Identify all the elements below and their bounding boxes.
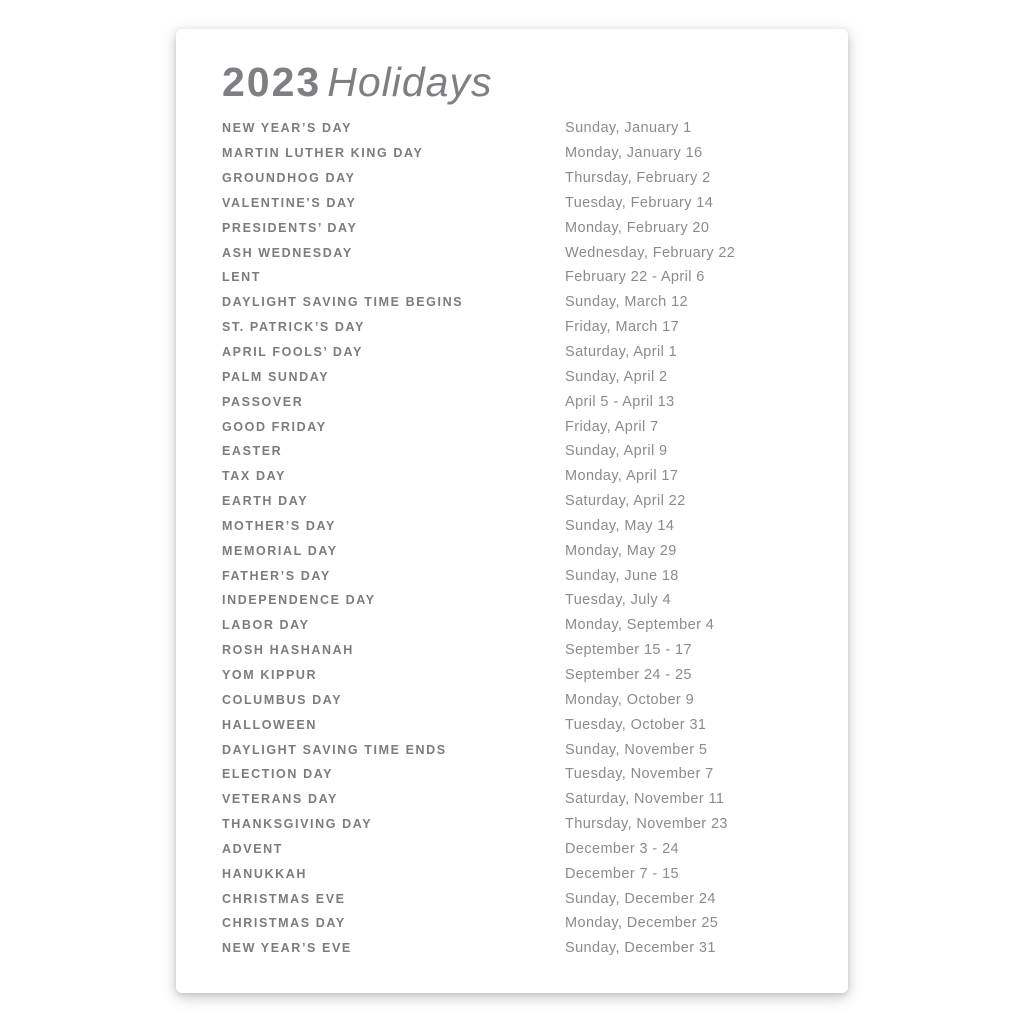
holiday-name: NEW YEAR’S DAY — [222, 121, 353, 136]
holiday-date: Monday, May 29 — [565, 542, 677, 559]
holiday-date: Thursday, November 23 — [565, 816, 728, 833]
holiday-name: PALM SUNDAY — [222, 369, 330, 384]
holiday-date: Tuesday, February 14 — [565, 194, 714, 211]
holiday-list — [222, 116, 838, 961]
holiday-date: Sunday, March 12 — [565, 294, 689, 311]
holiday-date: Monday, April 17 — [565, 468, 679, 485]
title-word: Holidays — [327, 59, 493, 105]
holiday-date: Monday, October 9 — [565, 691, 695, 708]
holiday-name: LABOR DAY — [222, 618, 310, 633]
holiday-name: THANKSGIVING DAY — [222, 817, 373, 832]
holiday-row — [222, 514, 838, 539]
holiday-name: EARTH DAY — [222, 494, 309, 509]
holiday-row — [222, 340, 838, 365]
holiday-name: COLUMBUS DAY — [222, 692, 343, 707]
holiday-date: Friday, March 17 — [565, 319, 680, 336]
holiday-row — [222, 538, 838, 563]
holiday-name: CHRISTMAS DAY — [222, 916, 346, 931]
holiday-name: ELECTION DAY — [222, 767, 334, 782]
holiday-date: Saturday, April 22 — [565, 493, 686, 510]
holiday-name: HANUKKAH — [222, 866, 308, 881]
holiday-date: Wednesday, February 22 — [565, 244, 736, 261]
holiday-date: September 24 - 25 — [565, 666, 692, 683]
holiday-date: Sunday, November 5 — [565, 741, 708, 758]
holiday-date: Saturday, April 1 — [565, 344, 678, 361]
holiday-name: TAX DAY — [222, 469, 286, 484]
holiday-name: VALENTINE’S DAY — [222, 195, 357, 210]
holiday-name: ST. PATRICK’S DAY — [222, 320, 365, 335]
holiday-date: Tuesday, July 4 — [565, 592, 671, 609]
holiday-row — [222, 762, 838, 787]
holiday-name: MEMORIAL DAY — [222, 543, 338, 558]
holiday-date: Monday, December 25 — [565, 915, 719, 932]
holiday-name: DAYLIGHT SAVING TIME ENDS — [222, 742, 447, 757]
holiday-row — [222, 116, 838, 141]
holiday-name: PASSOVER — [222, 394, 304, 409]
holiday-date: Friday, April 7 — [565, 418, 659, 435]
holiday-card — [176, 29, 848, 993]
holiday-row — [222, 414, 838, 439]
holiday-date: April 5 - April 13 — [565, 393, 675, 410]
holiday-row — [222, 191, 838, 216]
holiday-name: VETERANS DAY — [222, 792, 338, 807]
holiday-row — [222, 886, 838, 911]
holiday-row — [222, 638, 838, 663]
holiday-name: INDEPENDENCE DAY — [222, 593, 376, 608]
holiday-row — [222, 315, 838, 340]
holiday-name: CHRISTMAS EVE — [222, 891, 346, 906]
holiday-date: Sunday, June 18 — [565, 567, 679, 584]
holiday-row — [222, 464, 838, 489]
holiday-row — [222, 141, 838, 166]
holiday-date: Sunday, April 9 — [565, 443, 668, 460]
holiday-name: EASTER — [222, 444, 283, 459]
holiday-date: Saturday, November 11 — [565, 791, 725, 808]
holiday-row — [222, 364, 838, 389]
holiday-name: ASH WEDNESDAY — [222, 245, 353, 260]
holiday-date: Thursday, February 2 — [565, 170, 711, 187]
holiday-name: DAYLIGHT SAVING TIME BEGINS — [222, 295, 464, 310]
holiday-date: Tuesday, November 7 — [565, 766, 714, 783]
holiday-date: Tuesday, October 31 — [565, 716, 707, 733]
holiday-row — [222, 812, 838, 837]
holiday-row — [222, 588, 838, 613]
holiday-date: Sunday, December 24 — [565, 890, 716, 907]
holiday-name: FATHER’S DAY — [222, 568, 331, 583]
holiday-row — [222, 712, 838, 737]
title-year: 2023 — [222, 59, 322, 105]
holiday-name: LENT — [222, 270, 262, 285]
holiday-row — [222, 389, 838, 414]
holiday-name: GROUNDHOG DAY — [222, 171, 356, 186]
holiday-name: MOTHER’S DAY — [222, 518, 336, 533]
holiday-date: December 3 - 24 — [565, 840, 679, 857]
holiday-date: Sunday, May 14 — [565, 517, 675, 534]
holiday-row — [222, 663, 838, 688]
holiday-name: GOOD FRIDAY — [222, 419, 327, 434]
holiday-name: APRIL FOOLS’ DAY — [222, 345, 363, 360]
holiday-date: Monday, February 20 — [565, 219, 710, 236]
holiday-row — [222, 489, 838, 514]
holiday-date: Monday, September 4 — [565, 617, 715, 634]
holiday-name: ADVENT — [222, 841, 283, 856]
holiday-date: Monday, January 16 — [565, 145, 703, 162]
holiday-row — [222, 911, 838, 936]
holiday-row — [222, 787, 838, 812]
holiday-name: HALLOWEEN — [222, 717, 317, 732]
holiday-row — [222, 687, 838, 712]
holiday-row — [222, 861, 838, 886]
holiday-row — [222, 613, 838, 638]
holiday-name: PRESIDENTS’ DAY — [222, 220, 358, 235]
holiday-name: ROSH HASHANAH — [222, 643, 354, 658]
holiday-name: MARTIN LUTHER KING DAY — [222, 146, 424, 161]
holiday-name: NEW YEAR’S EVE — [222, 941, 352, 956]
holiday-row — [222, 737, 838, 762]
holiday-row — [222, 936, 838, 961]
holiday-row — [222, 290, 838, 315]
holiday-date: Sunday, April 2 — [565, 368, 668, 385]
holiday-date: December 7 - 15 — [565, 865, 679, 882]
holiday-date: Sunday, December 31 — [565, 940, 716, 957]
holiday-row — [222, 215, 838, 240]
holiday-row — [222, 836, 838, 861]
holiday-date: Sunday, January 1 — [565, 120, 692, 137]
holiday-row — [222, 439, 838, 464]
holiday-row — [222, 166, 838, 191]
page-title — [222, 60, 492, 104]
holiday-date: February 22 - April 6 — [565, 269, 705, 286]
holiday-row — [222, 563, 838, 588]
holiday-row — [222, 240, 838, 265]
holiday-row — [222, 265, 838, 290]
holiday-date: September 15 - 17 — [565, 642, 692, 659]
holiday-name: YOM KIPPUR — [222, 667, 318, 682]
